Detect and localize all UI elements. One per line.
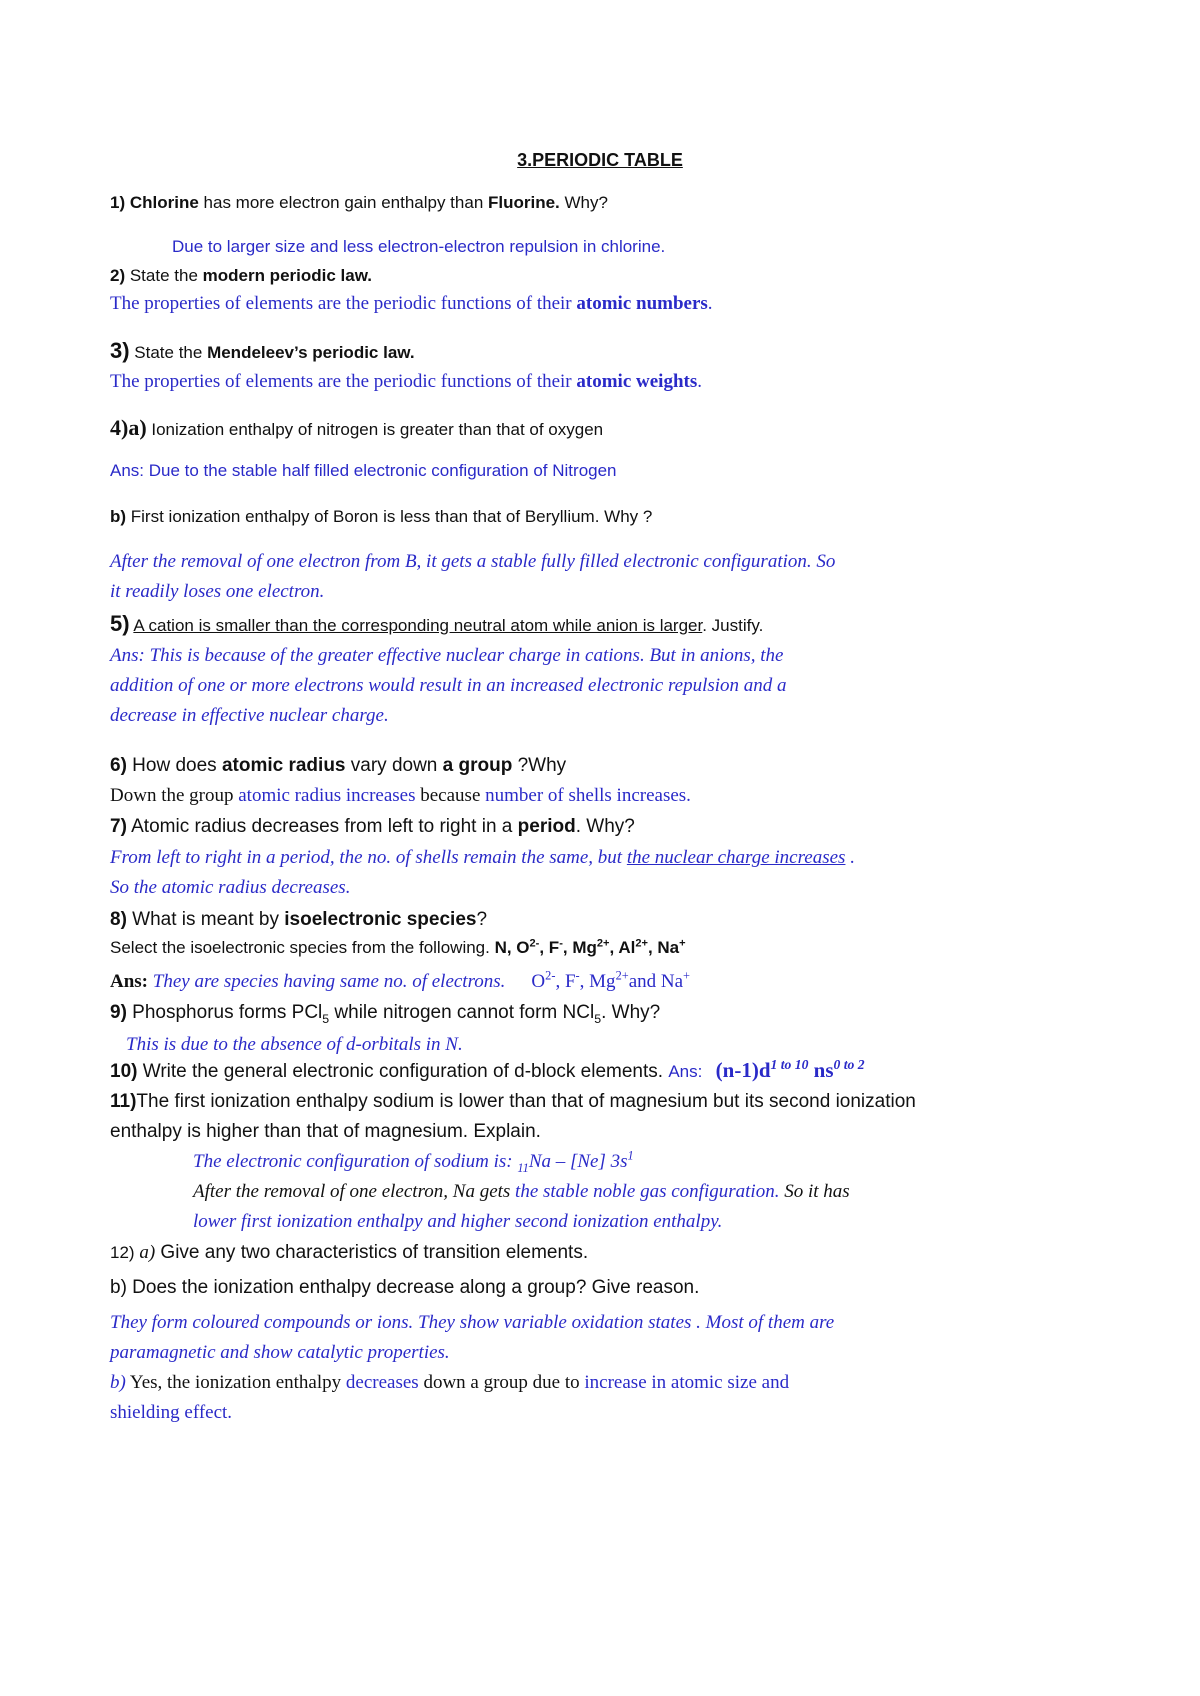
answer-4b-line-2: it readily loses one electron. (110, 581, 325, 602)
question-number: 9) (110, 1002, 127, 1023)
question-text: ? (476, 909, 488, 930)
question-text: Give any two characteristics of transition elements. (155, 1242, 589, 1263)
highlighted-text: number of shells increases. (485, 785, 691, 806)
question-text: Ionization enthalpy of nitrogen is greater than that of oxygen (146, 420, 604, 439)
question-2 (110, 265, 372, 287)
answer-text: So it has (779, 1181, 850, 1202)
answer-text: The properties of elements are the periodic functions of their (110, 293, 577, 314)
question-number: 7) (110, 816, 127, 837)
species-list: N, $O^{2-}$, F-, $Mg^{2+}$, $Al^{2+}$, Na+ (494, 937, 686, 957)
answer-4a: Ans: Due to the stable half filled electronic configuration of Nitrogen (110, 461, 617, 480)
highlighted-text: decreases (345, 1372, 419, 1393)
answer-text: down a group due to (418, 1372, 585, 1393)
question-12b: b) Does the ionization enthalpy decrease along a group? Give reason. (110, 1277, 700, 1298)
question-4a (110, 414, 603, 442)
answer-text: The properties of elements are the periodic functions of their (110, 371, 577, 392)
bold-term: Fluorine. (488, 193, 560, 212)
answer-7-line-1 (110, 845, 855, 870)
answer-text: . (697, 371, 702, 392)
answer-text: Yes, (125, 1372, 163, 1393)
question-9: 9) Phosphorus forms PCl$_5$ while nitrogen cannot form NCl$_5$. Why? (110, 1002, 661, 1026)
answer-text: After the removal of one electron, Na gets (193, 1181, 516, 1202)
question-text: Atomic radius decreases from left to right in a (126, 816, 518, 837)
answer-2 (110, 291, 713, 316)
question-5 (110, 610, 763, 638)
question-number: 10) (110, 1061, 138, 1082)
general-configuration: $(n-1)d^{1 to 10}$ $ns^{0 to 2}$ (715, 1057, 865, 1082)
answer-text: Na – [Ne] 3s (528, 1151, 628, 1172)
question-3 (110, 337, 415, 365)
bold-term: atomic numbers (576, 293, 708, 314)
question-6 (110, 753, 566, 778)
bold-term: atomic radius (221, 755, 346, 776)
answer-5-line-1: Ans: This is because of the greater effective nuclear charge in cations. But in anions, the (110, 645, 784, 666)
question-text: Why? (559, 193, 608, 212)
answer-text: . (845, 847, 855, 868)
question-8-options (110, 937, 686, 959)
question-text: while nitrogen cannot form NCl (329, 1002, 595, 1023)
question-number: 2) (110, 266, 126, 285)
question-4b (110, 506, 652, 528)
question-7 (110, 814, 635, 839)
question-text: . Why? (575, 816, 635, 837)
question-text: Phosphorus forms PCl (126, 1002, 323, 1023)
question-number: b) (110, 507, 127, 526)
question-10 (110, 1058, 865, 1084)
highlighted-text: the stable noble gas configuration. (515, 1181, 780, 1202)
answer-text: The electronic configuration of sodium is: (193, 1151, 518, 1172)
highlighted-text: increase in atomic size and (584, 1372, 790, 1393)
question-text: Select the isoelectronic species from the following. (110, 938, 495, 957)
bold-term: a group (442, 755, 513, 776)
question-text: vary down (345, 755, 443, 776)
bold-term: modern periodic law. (202, 266, 373, 285)
question-text: . Justify. (702, 616, 764, 635)
question-number: 4)a) (110, 415, 147, 440)
bold-term: Mendeleev’s periodic law. (207, 343, 415, 362)
answer-text: the ionization enthalpy (162, 1372, 346, 1393)
question-text: The first ionization enthalpy sodium is lower than that of magnesium but its second ionization (136, 1091, 916, 1112)
question-11-line-2: enthalpy is higher than that of magnesium. Explain. (110, 1121, 541, 1142)
question-number: 11) (110, 1091, 137, 1112)
bold-term: Chlorine (129, 193, 199, 212)
answer-1: Due to larger size and less electron-electron repulsion in chlorine. (172, 237, 666, 256)
answer-text: because (415, 785, 486, 806)
answer-11-line-3: lower first ionization enthalpy and higher second ionization enthalpy. (193, 1211, 723, 1232)
answer-label: Ans: (668, 1062, 703, 1081)
answer-9: This is due to the absence of d-orbitals in N. (126, 1034, 463, 1055)
question-number: 12) (110, 1243, 135, 1262)
answer-8 (110, 969, 690, 994)
answer-text: From left to right in a period, the no. of shells remain the same, but (110, 847, 627, 868)
question-1 (110, 192, 608, 214)
question-text: First ionization enthalpy of Boron is less than that of Beryllium. Why ? (126, 507, 653, 526)
underlined-text: the nuclear charge increases (626, 847, 846, 868)
question-text: What is meant by (126, 909, 285, 930)
answer-12b-line-2: shielding effect. (110, 1402, 233, 1423)
part-label: b) (110, 1372, 126, 1393)
answer-4b-line-1: After the removal of one electron from B, it gets a stable fully filled electronic configuration. So (110, 551, 836, 572)
answer-7-line-2: So the atomic radius decreases. (110, 877, 351, 898)
question-number: 3) (110, 338, 130, 363)
bold-term: isoelectronic species (284, 909, 477, 930)
answer-text: . (707, 293, 713, 314)
answer-11-line-2 (193, 1179, 850, 1204)
page-title: 3.PERIODIC TABLE (517, 150, 683, 170)
question-text: has more electron gain enthalpy than (198, 193, 488, 212)
part-label: a) (134, 1242, 156, 1263)
question-number: 6) (110, 755, 127, 776)
underlined-text: A cation is smaller than the corresponding neutral atom while anion is larger (133, 616, 703, 635)
question-text: ?Why (512, 755, 567, 776)
bold-term: atomic weights (576, 371, 698, 392)
answer-label: Ans: (110, 971, 149, 992)
answer-3 (110, 369, 702, 394)
question-number: 1) (110, 193, 126, 212)
question-11-line-1 (110, 1089, 916, 1114)
bold-term: period (517, 816, 576, 837)
question-text: Write the general electronic configuration of d-block elements. (137, 1061, 669, 1082)
highlighted-text: atomic radius increases (238, 785, 416, 806)
answer-12a-line-1: They form coloured compounds or ions. They show variable oxidation states . Most of them are (110, 1312, 835, 1333)
answer-5-line-3: decrease in effective nuclear charge. (110, 705, 389, 726)
answer-12a-line-2: paramagnetic and show catalytic properties. (110, 1342, 450, 1363)
question-text: . Why? (601, 1002, 661, 1023)
question-text: State the (125, 266, 203, 285)
question-number: 8) (110, 909, 127, 930)
answer-text: They are species having same no. of electrons. (148, 971, 506, 992)
answer-5-line-2: addition of one or more electrons would result in an increased electronic repulsion and a (110, 675, 787, 696)
question-8 (110, 907, 487, 932)
answer-11-line-1: The electronic configuration of sodium is: $_{11}$Na – [Ne] $3s^1$ (193, 1148, 634, 1175)
question-text: State the (129, 343, 208, 362)
species-answer: $O^{2-}$, F-, $Mg^{2+}and$ Na+ (531, 968, 691, 992)
question-number: 5) (110, 611, 130, 636)
answer-text: Down the group (110, 785, 239, 806)
answer-6 (110, 783, 691, 808)
question-text: How does (126, 755, 222, 776)
answer-12b-line-1 (110, 1370, 789, 1395)
question-12a (110, 1240, 588, 1265)
